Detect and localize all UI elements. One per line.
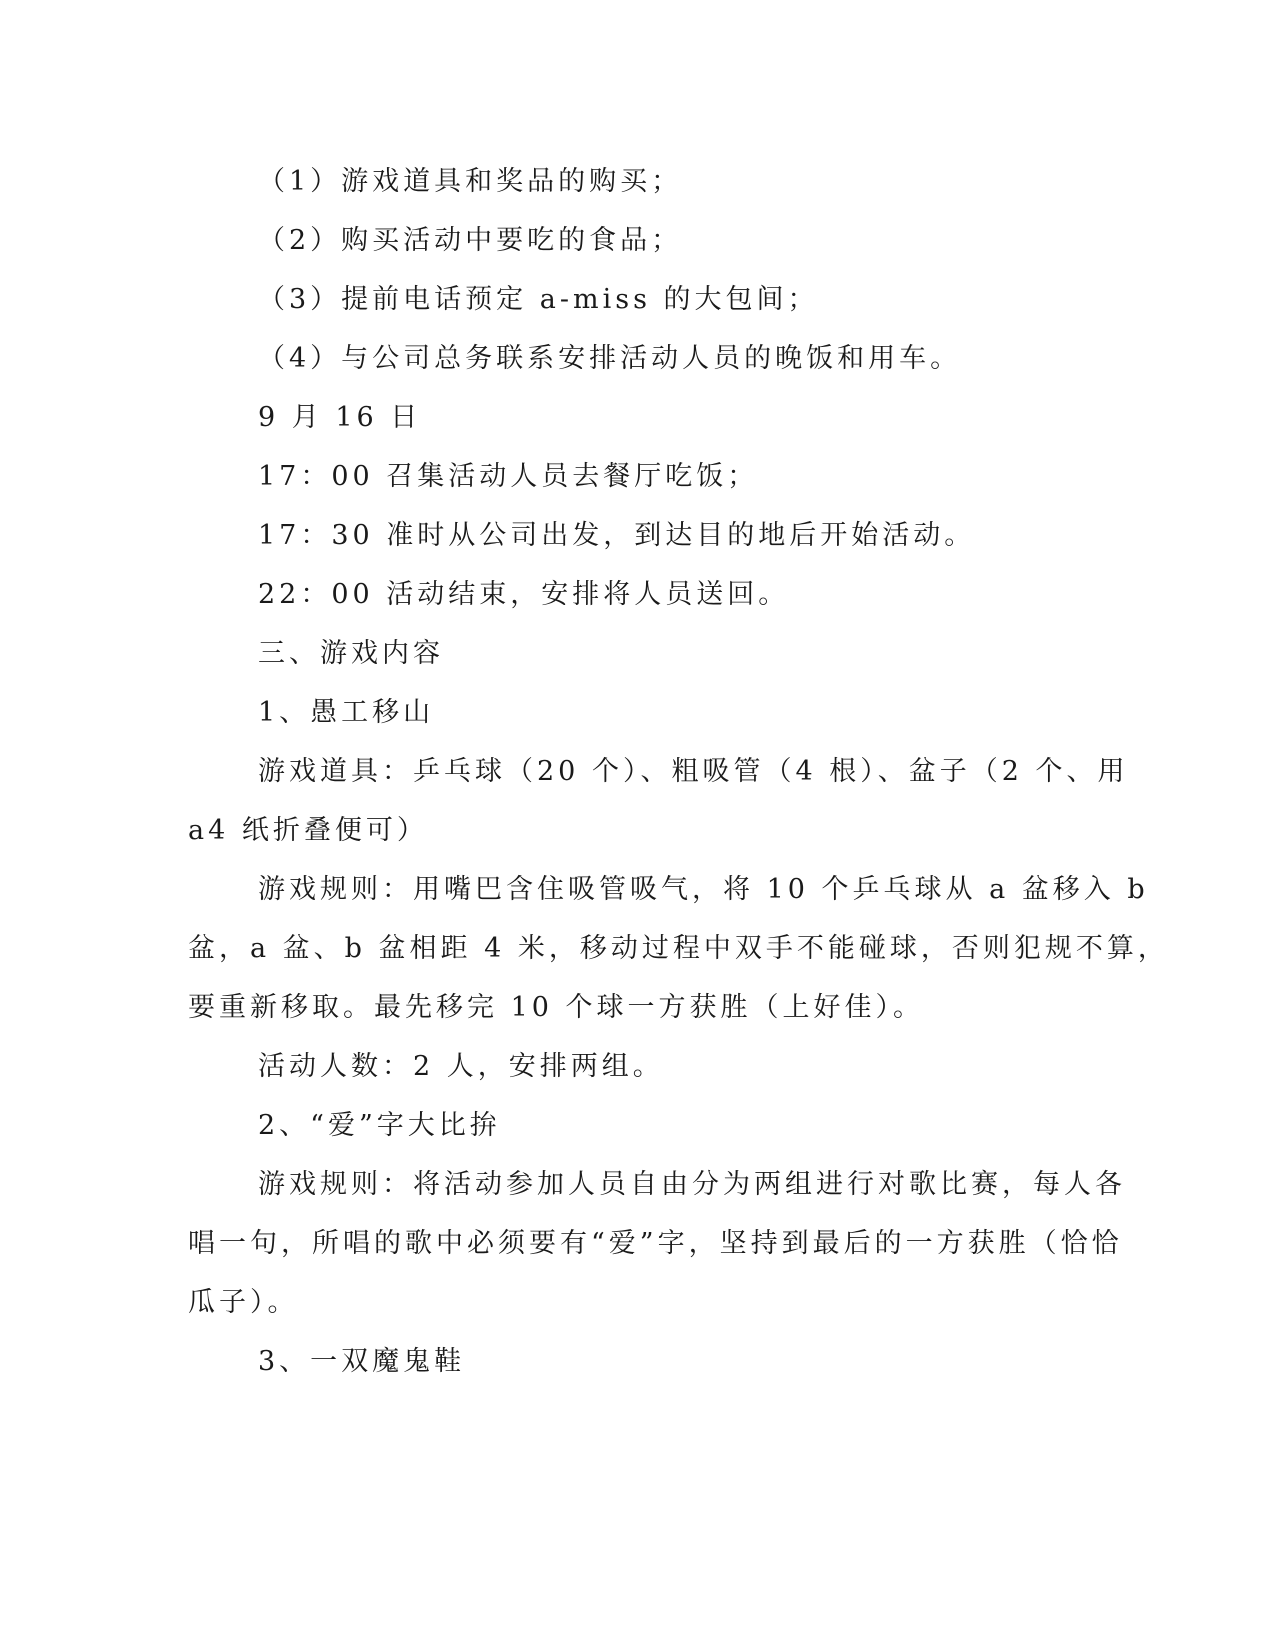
game-1-players: 活动人数：2 人，安排两组。 [258,1051,664,1082]
prep-item-2: （2）购买活动中要吃的食品； [258,225,683,256]
prep-item-3: （3）提前电话预定 a-miss 的大包间； [258,284,819,315]
game-2-rules-cont-1: 唱一句，所唱的歌中必须要有“爱”字，坚持到最后的一方获胜（恰恰 [188,1228,1123,1259]
game-1-props-cont: a4 纸折叠便可） [188,815,428,846]
game-1-rules-cont-1: 盆，a 盆、b 盆相距 4 米，移动过程中双手不能碰球，否则犯规不算， [188,933,1169,964]
schedule-item-3: 22：00 活动结束，安排将人员送回。 [258,579,790,610]
game-1-title: 1、愚工移山 [258,697,435,728]
game-2-rules: 游戏规则：将活动参加人员自由分为两组进行对歌比赛，每人各 [258,1169,1126,1200]
schedule-item-2: 17：30 准时从公司出发，到达目的地后开始活动。 [258,520,976,551]
game-3-title: 3、一双魔鬼鞋 [258,1346,466,1377]
prep-item-1: （1）游戏道具和奖品的购买； [258,166,683,197]
game-2-title: 2、“爱”字大比拚 [258,1110,501,1141]
schedule-date: 9 月 16 日 [258,402,422,433]
game-1-rules: 游戏规则：用嘴巴含住吸管吸气，将 10 个乒乓球从 a 盆移入 b [258,874,1149,905]
prep-item-4: （4）与公司总务联系安排活动人员的晚饭和用车。 [258,343,962,374]
section-heading: 三、游戏内容 [258,638,444,669]
game-2-rules-cont-2: 瓜子）。 [188,1287,299,1318]
game-1-props: 游戏道具：乒乓球（20 个）、粗吸管（4 根）、盆子（2 个、用 [258,756,1129,787]
schedule-item-1: 17：00 召集活动人员去餐厅吃饭； [258,461,759,492]
game-1-rules-cont-2: 要重新移取。最先移完 10 个球一方获胜（上好佳）。 [188,992,925,1023]
